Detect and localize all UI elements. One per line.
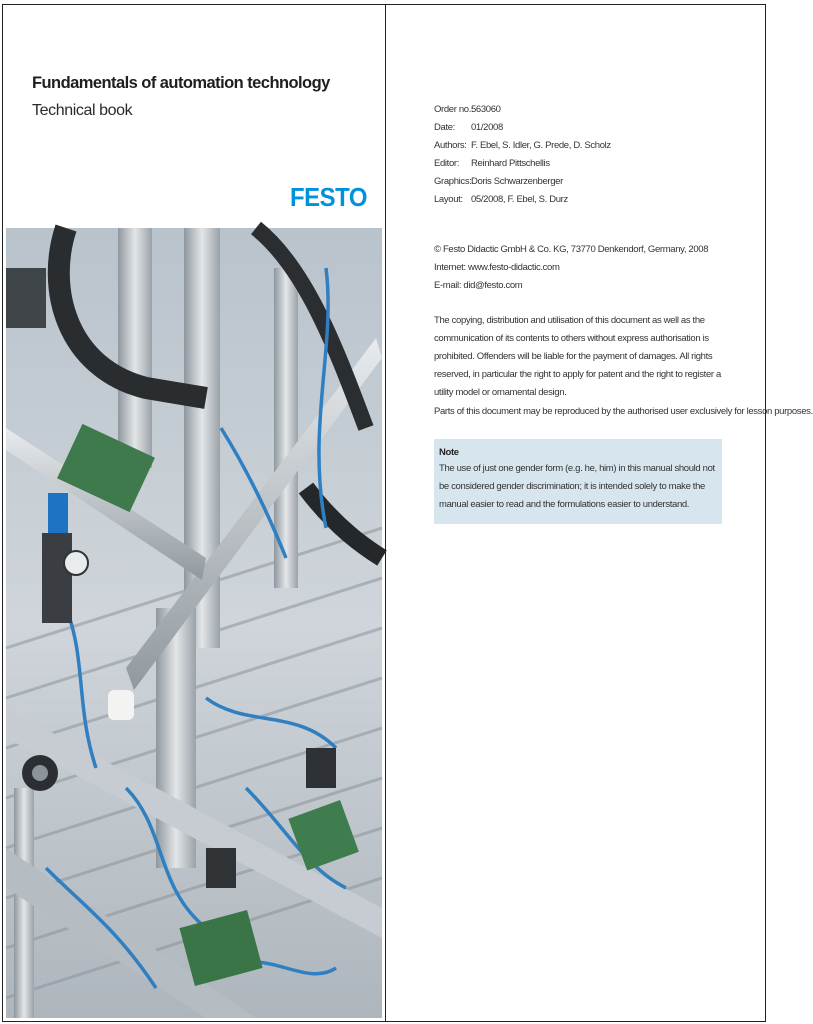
layout-row [434, 191, 611, 209]
meta-value: 05/2008, F. Ebel, S. Durz [471, 194, 568, 205]
meta-value: 01/2008 [471, 122, 503, 133]
cover-page [3, 5, 385, 1021]
graphics-row [434, 173, 611, 191]
meta-value: Doris Schwarzenberger [471, 176, 563, 187]
imprint-page [386, 5, 813, 1021]
date-row [434, 119, 611, 137]
book-subtitle: Technical book [32, 102, 133, 119]
note-title: Note [439, 447, 459, 458]
internet-line: Internet: www.festo-didactic.com [434, 262, 560, 273]
order-no-row [434, 101, 611, 119]
automation-station-photo [6, 228, 382, 1018]
contact-block [434, 241, 708, 295]
meta-label: Graphics: [434, 176, 472, 187]
book-title: Fundamentals of automation technology [32, 74, 330, 92]
note-text: The use of just one gender form (e.g. he, him) in this manual should not be considered gender discrimination; it is intended solely to make the manual easier to read and the formulations easier to understand. [439, 463, 715, 510]
imprint-details [434, 101, 611, 209]
authors-row [434, 137, 611, 155]
copyright-line: © Festo Didactic GmbH & Co. KG, 73770 Denkendorf, Germany, 2008 [434, 244, 709, 255]
meta-value: 563060 [471, 104, 501, 115]
reproduction-paragraph: Parts of this document may be reproduced by the authorised user exclusively for lesson purposes. [434, 406, 813, 417]
meta-label: Date: [434, 122, 455, 133]
meta-label: Layout: [434, 194, 463, 205]
legal-paragraph: The copying, distribution and utilisation of this document as well as the communication of its contents to others without express authorisation is prohibited. Offenders will be liable for the payment of damages. All rights reserved, in particular the right to apply for patent and the right to register a utility model or ornamental design. [434, 315, 721, 398]
meta-value: Reinhard Pittschellis [471, 158, 550, 169]
editor-row [434, 155, 611, 173]
note-box [434, 439, 722, 524]
email-line: E-mail: did@festo.com [434, 280, 523, 291]
document-spread [2, 4, 813, 1022]
meta-label: Editor: [434, 158, 460, 169]
meta-value: F. Ebel, S. Idler, G. Prede, D. Scholz [471, 140, 611, 151]
festo-logo: FESTO [290, 182, 368, 212]
meta-label: Authors: [434, 140, 467, 151]
meta-label: Order no.: [434, 104, 474, 115]
